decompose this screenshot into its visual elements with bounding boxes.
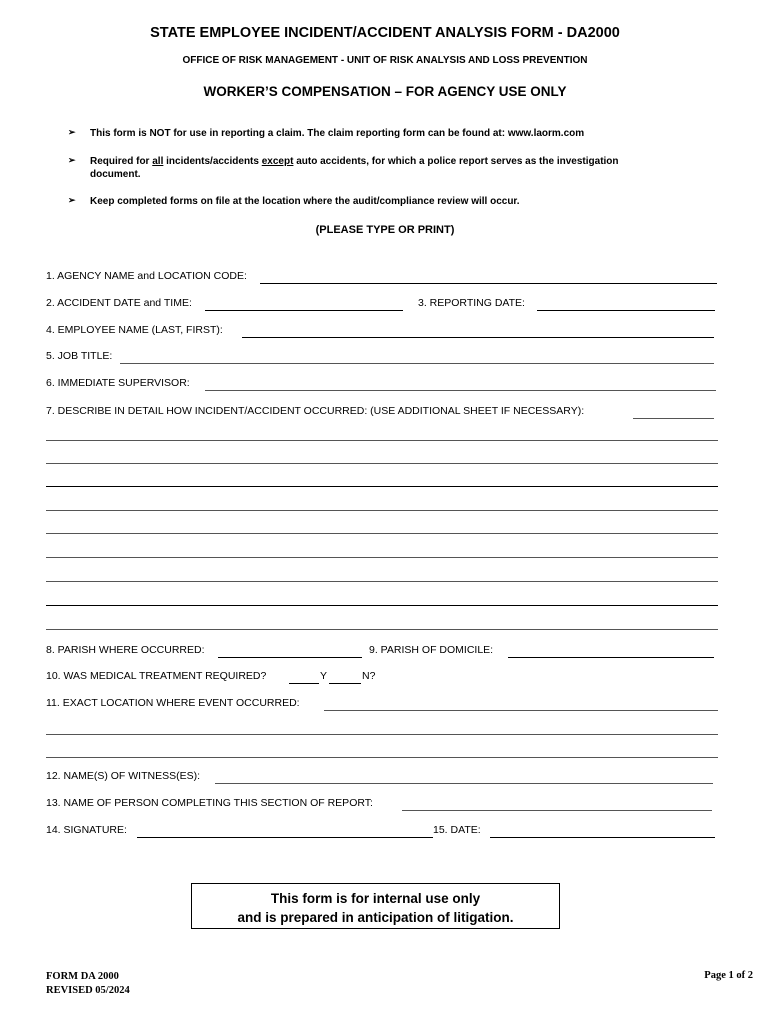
describe-line[interactable]	[46, 463, 718, 464]
person-completing-field[interactable]	[402, 810, 712, 811]
date-label: 15. DATE:	[433, 824, 481, 836]
form-title: STATE EMPLOYEE INCIDENT/ACCIDENT ANALYSIS FORM - DA2000	[150, 25, 620, 41]
parish-domicile-field[interactable]	[508, 657, 714, 658]
describe-line[interactable]	[46, 557, 718, 558]
employee-name-label: 4. EMPLOYEE NAME (LAST, FIRST):	[46, 324, 223, 336]
arrow-bullet-icon: ➢	[68, 127, 76, 137]
describe-line[interactable]	[46, 533, 718, 534]
agency-name-field[interactable]	[260, 283, 717, 284]
exact-location-line[interactable]	[46, 757, 718, 758]
notice-line-2: and is prepared in anticipation of litigation.	[237, 910, 514, 925]
reporting-date-field[interactable]	[537, 310, 715, 311]
supervisor-field[interactable]	[205, 390, 716, 391]
describe-line[interactable]	[46, 440, 718, 441]
bullet-text: Required for all incidents/accidents except auto accidents, for which a police report serves as the investigation document.	[90, 156, 619, 180]
signature-field[interactable]	[137, 837, 433, 838]
job-title-label: 5. JOB TITLE:	[46, 350, 113, 362]
exact-location-line[interactable]	[46, 734, 718, 735]
describe-label: 7. DESCRIBE IN DETAIL HOW INCIDENT/ACCIDENT OCCURRED: (USE ADDITIONAL SHEET IF NECESSARY):	[46, 405, 585, 417]
arrow-bullet-icon: ➢	[68, 155, 76, 165]
agency-name-label: 1. AGENCY NAME and LOCATION CODE:	[46, 270, 247, 282]
describe-line[interactable]	[46, 581, 718, 582]
employee-name-field[interactable]	[242, 337, 714, 338]
section-title: WORKER’S COMPENSATION – FOR AGENCY USE ONLY	[203, 84, 567, 99]
form-number: FORM DA 2000	[46, 971, 119, 982]
internal-use-notice	[191, 883, 560, 929]
bullet-text: Keep completed forms on file at the location where the audit/compliance review will occur.	[90, 196, 520, 207]
medical-treatment-no-field[interactable]	[329, 683, 361, 684]
bullet-text: This form is NOT for use in reporting a claim. The claim reporting form can be found at: www.laorm.com	[90, 128, 585, 139]
medical-treatment-yes-field[interactable]	[289, 683, 319, 684]
describe-field[interactable]	[633, 418, 714, 419]
accident-date-label: 2. ACCIDENT DATE and TIME:	[46, 297, 192, 309]
parish-occurred-label: 8. PARISH WHERE OCCURRED:	[46, 644, 205, 656]
describe-line[interactable]	[46, 486, 718, 487]
form-footer	[46, 970, 130, 998]
date-field[interactable]	[490, 837, 715, 838]
medical-yes-label: Y	[320, 670, 328, 682]
arrow-bullet-icon: ➢	[68, 195, 76, 205]
exact-location-label: 11. EXACT LOCATION WHERE EVENT OCCURRED:	[46, 697, 300, 709]
reporting-date-label: 3. REPORTING DATE:	[418, 297, 525, 309]
page-number: Page 1 of 2	[704, 970, 753, 981]
describe-line[interactable]	[46, 629, 718, 630]
accident-date-field[interactable]	[205, 310, 403, 311]
signature-label: 14. SIGNATURE:	[46, 824, 127, 836]
job-title-field[interactable]	[120, 363, 714, 364]
describe-line[interactable]	[46, 605, 718, 606]
parish-occurred-field[interactable]	[218, 657, 362, 658]
notice-line-1: This form is for internal use only	[270, 891, 481, 906]
medical-no-label: N?	[362, 670, 376, 682]
parish-domicile-label: 9. PARISH OF DOMICILE:	[369, 644, 494, 656]
exact-location-field[interactable]	[324, 710, 718, 711]
supervisor-label: 6. IMMEDIATE SUPERVISOR:	[46, 377, 190, 389]
person-completing-label: 13. NAME OF PERSON COMPLETING THIS SECTION OF REPORT:	[46, 797, 373, 809]
office-subtitle: OFFICE OF RISK MANAGEMENT - UNIT OF RISK ANALYSIS AND LOSS PREVENTION	[182, 55, 588, 66]
medical-treatment-label: 10. WAS MEDICAL TREATMENT REQUIRED?	[46, 670, 267, 682]
witnesses-label: 12. NAME(S) OF WITNESS(ES):	[46, 770, 201, 782]
please-type-or-print: (PLEASE TYPE OR PRINT)	[315, 224, 455, 236]
describe-line[interactable]	[46, 510, 718, 511]
witnesses-field[interactable]	[215, 783, 713, 784]
revision-date: REVISED 05/2024	[46, 985, 130, 996]
